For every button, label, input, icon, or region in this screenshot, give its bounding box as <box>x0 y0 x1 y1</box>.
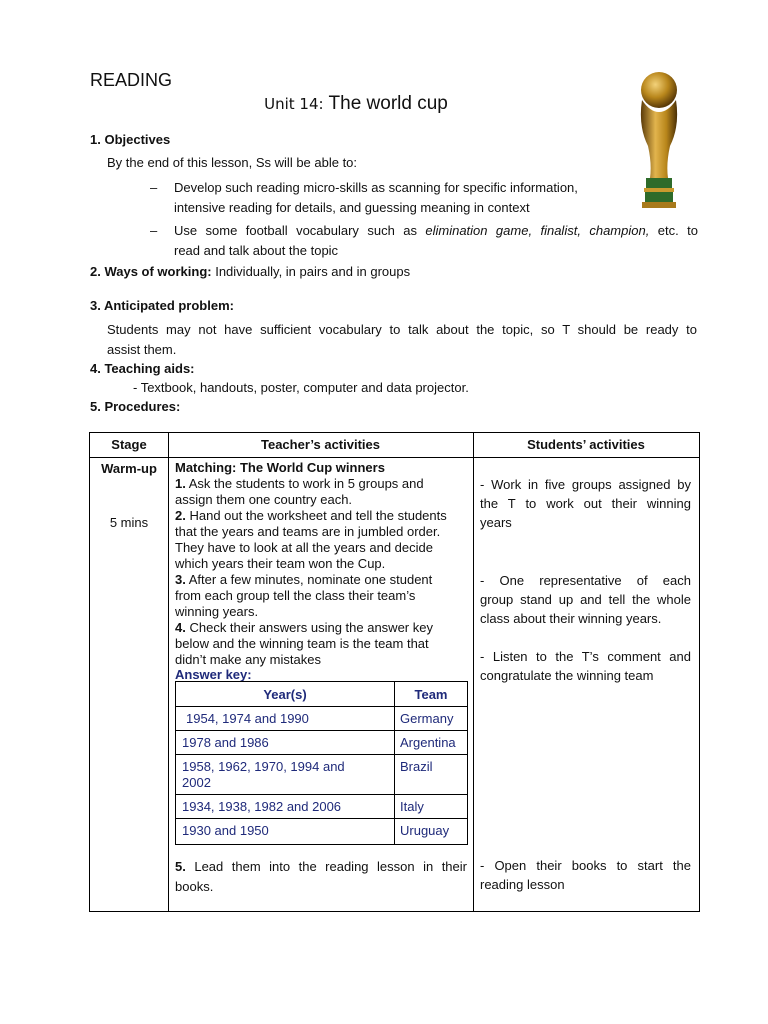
key-years: 1978 and 1986 <box>182 735 269 750</box>
answer-key-table <box>175 681 468 845</box>
teacher-step-3-line-1 <box>175 572 432 588</box>
teacher-step-4-line-2: below and the winning team is the team that <box>175 636 429 651</box>
key-team: Uruguay <box>400 823 450 838</box>
stage-name: Warm-up <box>101 461 157 476</box>
aids-heading: 4. Teaching aids: <box>90 361 195 376</box>
teacher-step-4-line-3: didn’t make any mistakes <box>175 652 321 667</box>
procedure-table <box>89 432 700 912</box>
teacher-step-5-line-2: books. <box>175 879 214 894</box>
column-divider <box>473 433 474 911</box>
student-activity-1-line-3: years <box>480 515 512 530</box>
objectives-heading: 1. Objectives <box>90 132 171 147</box>
student-activity-3-line-1: - Listen to the T’s comment and <box>480 649 691 664</box>
student-activity-4-line-1: - Open their books to start the <box>480 858 691 873</box>
stage-duration: 5 mins <box>109 515 149 530</box>
ways-heading: 2. Ways of working: <box>90 264 212 279</box>
header-students-activities: Students’ activities <box>527 437 645 452</box>
student-activity-1-line-2: the T to work out their winning <box>480 496 691 511</box>
step-text: Check their answers using the answer key <box>189 620 433 635</box>
problem-line-2: assist them. <box>107 342 177 357</box>
objective-item-2-line-2: read and talk about the topic <box>174 243 339 258</box>
objective-item-2-line-1 <box>174 221 698 240</box>
column-divider <box>168 433 169 911</box>
key-row-divider <box>176 754 467 755</box>
key-row-divider <box>176 818 467 819</box>
objective-item-1-line-2: intensive reading for details, and guessing meaning in context <box>174 200 530 215</box>
step-text: After a few minutes, nominate one student <box>188 572 433 587</box>
step-text: Hand out the worksheet and tell the students <box>189 508 447 523</box>
key-years: 1958, 1962, 1970, 1994 and <box>182 759 345 774</box>
section-title: READING <box>90 70 173 90</box>
step-text: Lead them into the reading lesson in their <box>194 859 467 874</box>
teacher-step-1-line-2: assign them one country each. <box>175 492 353 507</box>
header-stage: Stage <box>111 437 147 452</box>
teacher-step-2-line-4: which years their team won the Cup. <box>175 556 386 571</box>
student-activity-4-line-2: reading lesson <box>480 877 565 892</box>
key-header-years: Year(s) <box>263 687 307 702</box>
header-divider <box>90 457 699 458</box>
step-number: 3. <box>175 572 186 587</box>
teacher-step-3-line-2: from each group tell the class their team’s <box>175 588 416 603</box>
key-years: 2002 <box>182 775 211 790</box>
answer-key-label: Answer key: <box>175 667 252 682</box>
key-header-team: Team <box>414 687 448 702</box>
activity-title: Matching: The World Cup winners <box>175 460 385 475</box>
student-activity-1-line-1: - Work in five groups assigned by <box>480 477 691 492</box>
key-row-divider <box>176 706 467 707</box>
step-number: 2. <box>175 508 186 523</box>
teacher-step-2-line-3: They have to look at all the years and decide <box>175 540 433 555</box>
ways-of-working <box>90 262 410 281</box>
page-title <box>0 93 712 115</box>
aids-text: - Textbook, handouts, poster, computer and data projector. <box>133 380 469 395</box>
step-number: 4. <box>175 620 186 635</box>
key-years: 1930 and 1950 <box>182 823 269 838</box>
header-teacher-activities: Teacher’s activities <box>261 437 380 452</box>
problem-line-1: Students may not have sufficient vocabulary to talk about the topic, so T should be ready to <box>107 322 697 337</box>
teacher-step-3-line-3: winning years. <box>175 604 259 619</box>
objective-item-2-vocab: elimination game, finalist, champion, <box>425 223 650 238</box>
student-activity-3-line-2: congratulate the winning team <box>480 668 654 683</box>
key-team: Brazil <box>400 759 433 774</box>
ways-text: Individually, in pairs and in groups <box>215 264 411 279</box>
key-years: 1954, 1974 and 1990 <box>186 711 309 726</box>
procedures-heading: 5. Procedures: <box>90 399 181 414</box>
objectives-intro: By the end of this lesson, Ss will be able to: <box>107 155 358 170</box>
key-row-divider <box>176 730 467 731</box>
unit-label: Unit 14: <box>264 95 324 113</box>
step-text: Ask the students to work in 5 groups and <box>188 476 424 491</box>
step-number: 5. <box>175 859 186 874</box>
key-row-divider <box>176 794 467 795</box>
teacher-step-4-line-1 <box>175 620 433 636</box>
student-activity-2-line-1: - One representative of each <box>480 573 691 588</box>
bullet-dash: – <box>150 223 158 238</box>
key-team: Italy <box>400 799 424 814</box>
step-number: 1. <box>175 476 186 491</box>
bullet-dash: – <box>150 180 158 195</box>
key-years: 1934, 1938, 1982 and 2006 <box>182 799 342 814</box>
teacher-step-1-line-1 <box>175 476 424 492</box>
unit-name: The world cup <box>328 93 448 114</box>
teacher-step-2-line-1 <box>175 508 447 524</box>
student-activity-2-line-3: class about their winning years. <box>480 611 662 626</box>
teacher-step-2-line-2: that the years and teams are in jumbled order. <box>175 524 441 539</box>
objective-item-1-line-1: Develop such reading micro-skills as scanning for specific information, <box>174 180 578 195</box>
teacher-step-5-line-1 <box>175 857 467 876</box>
key-team: Argentina <box>400 735 456 750</box>
problem-heading: 3. Anticipated problem: <box>90 298 234 313</box>
student-activity-2-line-2: group stand up and tell the whole <box>480 592 691 607</box>
key-team: Germany <box>400 711 454 726</box>
objective-item-2-prefix: Use some football vocabulary such as <box>174 223 417 238</box>
objective-item-2-suffix: etc. to <box>657 223 698 238</box>
